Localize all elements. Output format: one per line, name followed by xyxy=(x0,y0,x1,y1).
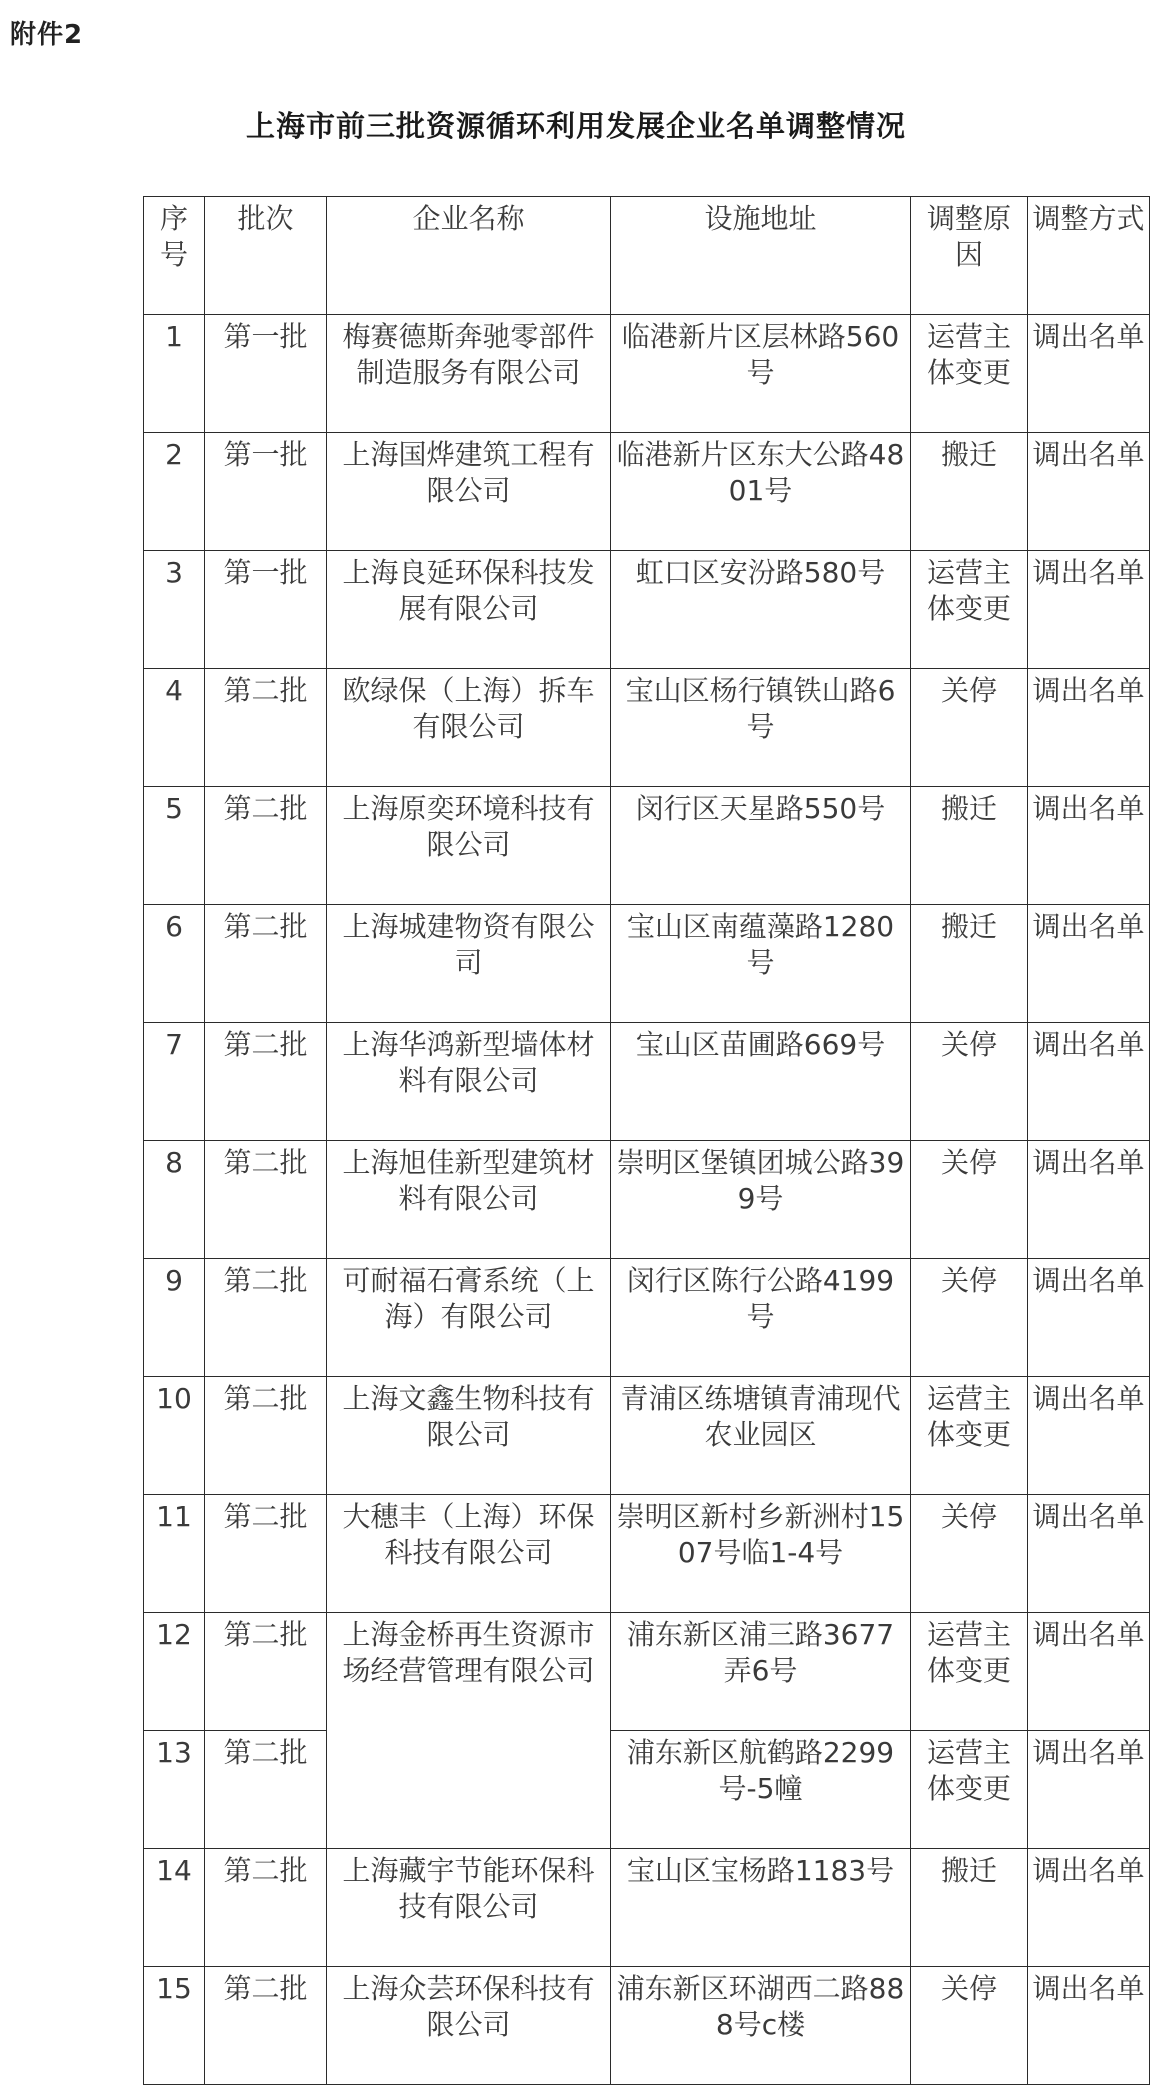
cell-method: 调出名单 xyxy=(1028,669,1150,787)
cell-company: 欧绿保（上海）拆车有限公司 xyxy=(327,669,611,787)
cell-seq: 8 xyxy=(144,1141,205,1259)
cell-company: 上海良延环保科技发展有限公司 xyxy=(327,551,611,669)
cell-seq: 14 xyxy=(144,1849,205,1967)
cell-batch: 第二批 xyxy=(205,1849,327,1967)
cell-company: 上海文鑫生物科技有限公司 xyxy=(327,1377,611,1495)
cell-reason: 关停 xyxy=(911,1967,1028,2085)
cell-company: 上海华鸿新型墙体材料有限公司 xyxy=(327,1023,611,1141)
header-address: 设施地址 xyxy=(611,197,911,315)
cell-method: 调出名单 xyxy=(1028,1023,1150,1141)
cell-reason: 搬迁 xyxy=(911,787,1028,905)
cell-seq: 9 xyxy=(144,1259,205,1377)
cell-batch: 第二批 xyxy=(205,1259,327,1377)
table-row xyxy=(144,315,1150,433)
cell-seq: 10 xyxy=(144,1377,205,1495)
cell-method: 调出名单 xyxy=(1028,1495,1150,1613)
header-method: 调整方式 xyxy=(1028,197,1150,315)
cell-seq: 1 xyxy=(144,315,205,433)
header-reason: 调整原因 xyxy=(911,197,1028,315)
table-row xyxy=(144,1141,1150,1259)
cell-address: 崇明区堡镇团城公路399号 xyxy=(611,1141,911,1259)
cell-company: 上海国烨建筑工程有限公司 xyxy=(327,433,611,551)
table-row xyxy=(144,669,1150,787)
cell-method: 调出名单 xyxy=(1028,433,1150,551)
cell-batch: 第一批 xyxy=(205,315,327,433)
document-title: 上海市前三批资源循环利用发展企业名单调整情况 xyxy=(245,109,906,143)
cell-seq: 6 xyxy=(144,905,205,1023)
cell-batch: 第二批 xyxy=(205,787,327,905)
cell-company: 大穗丰（上海）环保科技有限公司 xyxy=(327,1495,611,1613)
cell-method: 调出名单 xyxy=(1028,787,1150,905)
cell-batch: 第二批 xyxy=(205,1967,327,2085)
cell-reason: 运营主体变更 xyxy=(911,551,1028,669)
cell-address: 青浦区练塘镇青浦现代农业园区 xyxy=(611,1377,911,1495)
cell-company: 可耐福石膏系统（上海）有限公司 xyxy=(327,1259,611,1377)
cell-company: 梅赛德斯奔驰零部件制造服务有限公司 xyxy=(327,315,611,433)
cell-method: 调出名单 xyxy=(1028,1613,1150,1731)
enterprise-adjustment-table xyxy=(143,196,1150,2085)
cell-reason: 关停 xyxy=(911,1023,1028,1141)
cell-address: 浦东新区浦三路3677弄6号 xyxy=(611,1613,911,1731)
cell-address: 宝山区杨行镇铁山路6号 xyxy=(611,669,911,787)
table-row xyxy=(144,1377,1150,1495)
cell-address: 临港新片区层林路560号 xyxy=(611,315,911,433)
cell-seq: 7 xyxy=(144,1023,205,1141)
cell-method: 调出名单 xyxy=(1028,1377,1150,1495)
table-row xyxy=(144,433,1150,551)
cell-company: 上海藏宇节能环保科技有限公司 xyxy=(327,1849,611,1967)
cell-batch: 第二批 xyxy=(205,1141,327,1259)
table-header-row xyxy=(144,197,1150,315)
cell-method: 调出名单 xyxy=(1028,315,1150,433)
cell-address: 临港新片区东大公路4801号 xyxy=(611,433,911,551)
header-batch: 批次 xyxy=(205,197,327,315)
cell-address: 宝山区南蕴藻路1280号 xyxy=(611,905,911,1023)
cell-method: 调出名单 xyxy=(1028,1967,1150,2085)
cell-seq: 2 xyxy=(144,433,205,551)
cell-address: 浦东新区环湖西二路888号c楼 xyxy=(611,1967,911,2085)
cell-batch: 第二批 xyxy=(205,1613,327,1731)
table-row xyxy=(144,1023,1150,1141)
cell-batch: 第二批 xyxy=(205,1731,327,1849)
cell-reason: 搬迁 xyxy=(911,433,1028,551)
cell-address: 宝山区苗圃路669号 xyxy=(611,1023,911,1141)
table-row xyxy=(144,1967,1150,2085)
cell-batch: 第二批 xyxy=(205,1023,327,1141)
cell-method: 调出名单 xyxy=(1028,1731,1150,1849)
table-row xyxy=(144,1259,1150,1377)
table-row xyxy=(144,1613,1150,1731)
header-seq: 序号 xyxy=(144,197,205,315)
cell-batch: 第一批 xyxy=(205,433,327,551)
cell-reason: 运营主体变更 xyxy=(911,315,1028,433)
cell-reason: 关停 xyxy=(911,1495,1028,1613)
cell-method: 调出名单 xyxy=(1028,1141,1150,1259)
cell-company-merged: 上海金桥再生资源市场经营管理有限公司 xyxy=(327,1613,611,1849)
cell-batch: 第二批 xyxy=(205,669,327,787)
cell-address: 闵行区天星路550号 xyxy=(611,787,911,905)
cell-method: 调出名单 xyxy=(1028,551,1150,669)
cell-address: 闵行区陈行公路4199号 xyxy=(611,1259,911,1377)
cell-seq: 5 xyxy=(144,787,205,905)
cell-seq: 3 xyxy=(144,551,205,669)
cell-company: 上海旭佳新型建筑材料有限公司 xyxy=(327,1141,611,1259)
cell-address: 浦东新区航鹤路2299号-5幢 xyxy=(611,1731,911,1849)
cell-batch: 第二批 xyxy=(205,1377,327,1495)
attachment-label: 附件2 xyxy=(10,20,84,50)
cell-reason: 搬迁 xyxy=(911,905,1028,1023)
table-row xyxy=(144,787,1150,905)
cell-batch: 第二批 xyxy=(205,905,327,1023)
header-company: 企业名称 xyxy=(327,197,611,315)
cell-reason: 搬迁 xyxy=(911,1849,1028,1967)
cell-company: 上海原奕环境科技有限公司 xyxy=(327,787,611,905)
cell-address: 宝山区宝杨路1183号 xyxy=(611,1849,911,1967)
cell-reason: 运营主体变更 xyxy=(911,1731,1028,1849)
cell-method: 调出名单 xyxy=(1028,1259,1150,1377)
cell-method: 调出名单 xyxy=(1028,905,1150,1023)
cell-batch: 第一批 xyxy=(205,551,327,669)
cell-company: 上海城建物资有限公司 xyxy=(327,905,611,1023)
cell-address: 虹口区安汾路580号 xyxy=(611,551,911,669)
cell-seq: 15 xyxy=(144,1967,205,2085)
cell-reason: 关停 xyxy=(911,669,1028,787)
cell-reason: 关停 xyxy=(911,1259,1028,1377)
table-row xyxy=(144,1495,1150,1613)
cell-address: 崇明区新村乡新洲村1507号临1-4号 xyxy=(611,1495,911,1613)
cell-seq: 12 xyxy=(144,1613,205,1731)
table-row xyxy=(144,905,1150,1023)
cell-company: 上海众芸环保科技有限公司 xyxy=(327,1967,611,2085)
cell-seq: 4 xyxy=(144,669,205,787)
cell-reason: 运营主体变更 xyxy=(911,1613,1028,1731)
cell-seq: 11 xyxy=(144,1495,205,1613)
cell-batch: 第二批 xyxy=(205,1495,327,1613)
cell-reason: 关停 xyxy=(911,1141,1028,1259)
table-row xyxy=(144,1849,1150,1967)
cell-reason: 运营主体变更 xyxy=(911,1377,1028,1495)
cell-method: 调出名单 xyxy=(1028,1849,1150,1967)
table-row xyxy=(144,551,1150,669)
cell-seq: 13 xyxy=(144,1731,205,1849)
table-row xyxy=(144,1731,1150,1849)
